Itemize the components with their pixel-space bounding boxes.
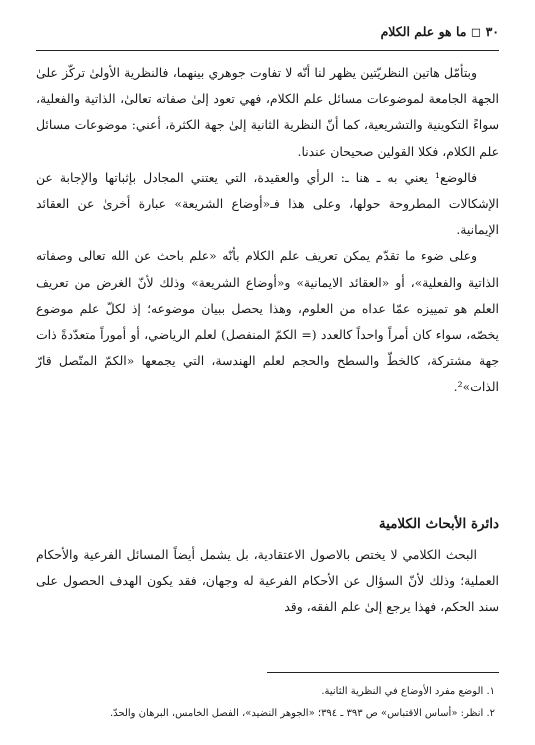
main-text — [36, 60, 499, 401]
footnote: ٢. انظر: «أساس الاقتباس» ص ٣٩٣ ـ ٣٩٤؛ «الجوهر النضيد»، الفصل الخامس، البرهان والحدّ. — [109, 708, 495, 719]
section-heading: دائرة الأبحاث الكلامية — [378, 516, 499, 532]
paragraph: فالوضع¹ يعني به ـ هنا ـ: الرأي والعقيدة، التي يعتني المجادل بإثباتها والإجابة عن الإشكالات المطروحة حولها، وعلى هذا فـ«أوضاع الشريعة» عبارة أخرىٰ عن العقائد الإيمانية. — [36, 169, 499, 238]
paragraph: البحث الكلامي لا يختص بالاصول الاعتقادية، بل يشمل أيضاً المسائل الفرعية والأحكام العملية؛ وذلك لأنّ السؤال عن الأحكام الفرعية له وجهان، فقد يكون الهدف الحصول على سند الحكم، فهذا يرجع إلىٰ علم الفقه، وقد — [36, 547, 499, 615]
paragraph: وبتأمّل هاتين النظريّتين يظهر لنا أنّه لا تفاوت جوهري بينهما، فالنظرية الأولىٰ تركّز علىٰ الجهة الجامعة لموضوعات مسائل علم الكلام، فهي تعود إلىٰ صفاته تعالىٰ، الذاتية والفعلية، سواءً التكوينية والتشريعية، كما أنّ النظرية الثانية إلىٰ جهة الكثرة، أعني: موضوعات مسائل علم الكلام، فكلا القولين صحيحان عندنا. — [36, 65, 499, 159]
footnote: ١. الوضع مفرد الأوضاع في النظرية الثانية. — [321, 686, 495, 697]
running-header: ٣٠ ◻ ما هو علم الكلام — [380, 24, 499, 39]
paragraph: وعلى ضوء ما تقدّم يمكن تعريف علم الكلام بأنّه «علم باحث عن الله تعالى وصفاته الذاتية والفعلية»، أو «العقائد الايمانية» و«أوضاع الشريعة» وذلك لأنّ الغرض من تعريف العلم هو تمييزه عمّا عداه من العلوم، وهذا يحصل ببيان موضوعه؛ إذ لكلّ علم موضوع يخصّه، سواء كان أمراً واحداً كالعدد (= الكمّ المنفصل) لعلم الرياضي، أو أموراً متعدّدةً ذات جهة مشتركة، كالخطّ والسطح والحجم لعلم الهندسة، التي يجمعها «الكمّ المتّصل قارّ الذات»². — [36, 248, 499, 395]
header-rule — [36, 50, 499, 51]
footnote-rule — [267, 672, 499, 673]
section-text — [36, 542, 499, 621]
footnotes — [36, 681, 495, 725]
